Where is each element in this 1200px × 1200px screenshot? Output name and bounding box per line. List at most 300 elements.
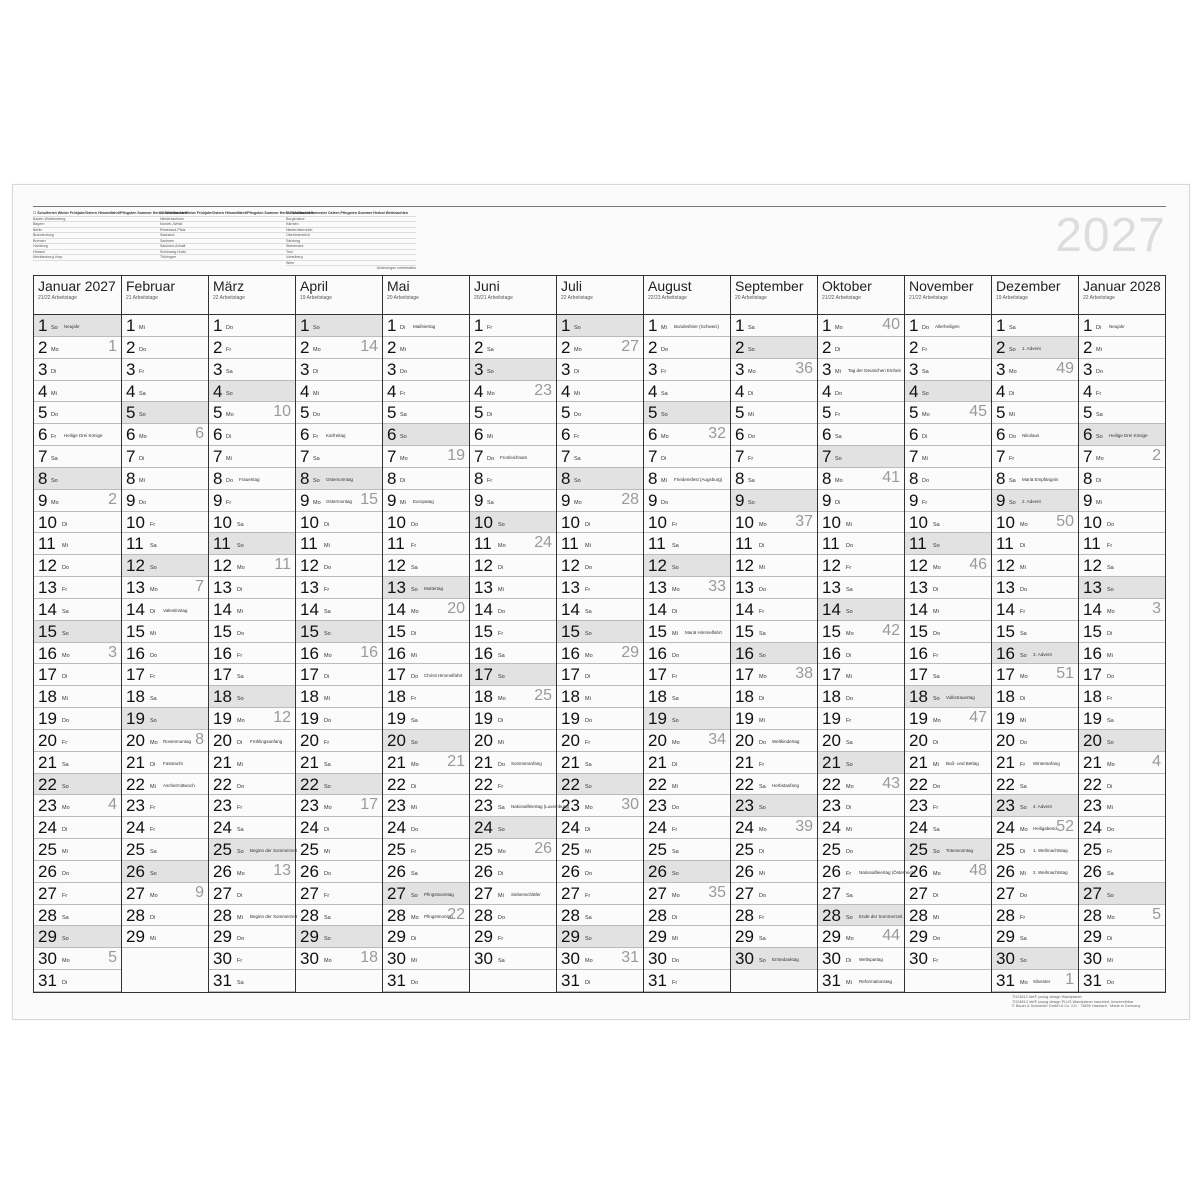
day-cell[interactable]	[470, 774, 556, 796]
day-cell[interactable]	[296, 490, 382, 512]
day-cell[interactable]	[209, 446, 295, 468]
day-cell[interactable]	[209, 621, 295, 643]
day-cell[interactable]	[731, 468, 817, 490]
day-cell[interactable]	[731, 752, 817, 774]
day-cell[interactable]	[731, 664, 817, 686]
day-cell[interactable]	[644, 424, 730, 446]
day-cell[interactable]	[557, 861, 643, 883]
day-cell[interactable]	[296, 359, 382, 381]
day-cell[interactable]	[122, 708, 208, 730]
day-cell[interactable]	[383, 315, 469, 337]
day-cell[interactable]	[383, 599, 469, 621]
day-cell[interactable]	[905, 752, 991, 774]
day-cell[interactable]	[296, 926, 382, 948]
day-cell[interactable]	[296, 817, 382, 839]
day-cell[interactable]	[557, 948, 643, 970]
day-cell[interactable]	[557, 730, 643, 752]
day-cell[interactable]	[122, 381, 208, 403]
day-cell[interactable]	[557, 795, 643, 817]
day-cell[interactable]	[470, 533, 556, 555]
day-cell[interactable]	[992, 643, 1078, 665]
day-cell[interactable]	[992, 315, 1078, 337]
day-cell[interactable]	[644, 490, 730, 512]
day-cell[interactable]	[992, 621, 1078, 643]
day-cell[interactable]	[992, 795, 1078, 817]
day-cell[interactable]	[122, 402, 208, 424]
day-cell[interactable]	[818, 577, 904, 599]
day-cell[interactable]	[383, 555, 469, 577]
day-cell[interactable]	[992, 839, 1078, 861]
day-cell[interactable]	[470, 883, 556, 905]
day-cell[interactable]	[992, 883, 1078, 905]
day-cell[interactable]	[122, 555, 208, 577]
day-cell[interactable]	[644, 948, 730, 970]
day-cell[interactable]	[731, 555, 817, 577]
day-cell[interactable]	[1079, 664, 1165, 686]
day-cell[interactable]	[383, 774, 469, 796]
day-cell[interactable]	[209, 795, 295, 817]
day-cell[interactable]	[1079, 795, 1165, 817]
day-cell[interactable]	[296, 774, 382, 796]
day-cell[interactable]	[296, 795, 382, 817]
day-cell[interactable]	[1079, 752, 1165, 774]
day-cell[interactable]	[34, 664, 121, 686]
day-cell[interactable]	[731, 424, 817, 446]
day-cell[interactable]	[34, 512, 121, 534]
day-cell[interactable]	[731, 861, 817, 883]
day-cell[interactable]	[905, 315, 991, 337]
day-cell[interactable]	[992, 948, 1078, 970]
day-cell[interactable]	[34, 555, 121, 577]
day-cell[interactable]	[296, 402, 382, 424]
day-cell[interactable]	[1079, 686, 1165, 708]
day-cell[interactable]	[296, 621, 382, 643]
day-cell[interactable]	[731, 795, 817, 817]
day-cell[interactable]	[383, 883, 469, 905]
day-cell[interactable]	[122, 861, 208, 883]
day-cell[interactable]	[122, 664, 208, 686]
day-cell[interactable]	[34, 446, 121, 468]
day-cell[interactable]	[470, 315, 556, 337]
day-cell[interactable]	[992, 490, 1078, 512]
day-cell[interactable]	[731, 512, 817, 534]
day-cell[interactable]	[1079, 381, 1165, 403]
day-cell[interactable]	[818, 533, 904, 555]
day-cell[interactable]	[383, 381, 469, 403]
day-cell[interactable]	[905, 839, 991, 861]
day-cell[interactable]	[209, 686, 295, 708]
day-cell[interactable]	[905, 730, 991, 752]
day-cell[interactable]	[209, 381, 295, 403]
day-cell[interactable]	[644, 512, 730, 534]
day-cell[interactable]	[470, 446, 556, 468]
day-cell[interactable]	[992, 337, 1078, 359]
day-cell[interactable]	[470, 359, 556, 381]
day-cell[interactable]	[296, 315, 382, 337]
day-cell[interactable]	[209, 424, 295, 446]
day-cell[interactable]	[818, 883, 904, 905]
day-cell[interactable]	[1079, 905, 1165, 927]
day-cell[interactable]	[296, 948, 382, 970]
day-cell[interactable]	[1079, 817, 1165, 839]
day-cell[interactable]	[905, 686, 991, 708]
day-cell[interactable]	[296, 577, 382, 599]
day-cell[interactable]	[209, 664, 295, 686]
day-cell[interactable]	[383, 402, 469, 424]
day-cell[interactable]	[905, 926, 991, 948]
day-cell[interactable]	[644, 905, 730, 927]
day-cell[interactable]	[731, 599, 817, 621]
day-cell[interactable]	[1079, 468, 1165, 490]
day-cell[interactable]	[731, 905, 817, 927]
day-cell[interactable]	[296, 468, 382, 490]
day-cell[interactable]	[383, 839, 469, 861]
day-cell[interactable]	[818, 817, 904, 839]
day-cell[interactable]	[644, 533, 730, 555]
day-cell[interactable]	[905, 817, 991, 839]
day-cell[interactable]	[644, 795, 730, 817]
day-cell[interactable]	[383, 664, 469, 686]
day-cell[interactable]	[992, 926, 1078, 948]
day-cell[interactable]	[209, 861, 295, 883]
day-cell[interactable]	[122, 686, 208, 708]
day-cell[interactable]	[992, 402, 1078, 424]
day-cell[interactable]	[34, 730, 121, 752]
day-cell[interactable]	[122, 839, 208, 861]
day-cell[interactable]	[470, 555, 556, 577]
day-cell[interactable]	[557, 359, 643, 381]
day-cell[interactable]	[470, 402, 556, 424]
day-cell[interactable]	[296, 708, 382, 730]
day-cell[interactable]	[122, 512, 208, 534]
day-cell[interactable]	[383, 337, 469, 359]
day-cell[interactable]	[731, 621, 817, 643]
day-cell[interactable]	[644, 402, 730, 424]
day-cell[interactable]	[34, 926, 121, 948]
day-cell[interactable]	[731, 402, 817, 424]
day-cell[interactable]	[470, 708, 556, 730]
day-cell[interactable]	[992, 686, 1078, 708]
day-cell[interactable]	[557, 337, 643, 359]
day-cell[interactable]	[905, 883, 991, 905]
day-cell[interactable]	[644, 883, 730, 905]
day-cell[interactable]	[1079, 555, 1165, 577]
day-cell[interactable]	[557, 664, 643, 686]
day-cell[interactable]	[1079, 533, 1165, 555]
day-cell[interactable]	[557, 621, 643, 643]
day-cell[interactable]	[1079, 315, 1165, 337]
day-cell[interactable]	[1079, 512, 1165, 534]
day-cell[interactable]	[557, 468, 643, 490]
day-cell[interactable]	[34, 599, 121, 621]
day-cell[interactable]	[383, 512, 469, 534]
day-cell[interactable]	[122, 337, 208, 359]
day-cell[interactable]	[296, 446, 382, 468]
day-cell[interactable]	[992, 533, 1078, 555]
day-cell[interactable]	[557, 512, 643, 534]
day-cell[interactable]	[644, 337, 730, 359]
day-cell[interactable]	[818, 599, 904, 621]
day-cell[interactable]	[296, 730, 382, 752]
day-cell[interactable]	[470, 795, 570, 817]
day-cell[interactable]	[557, 708, 643, 730]
day-cell[interactable]	[209, 533, 295, 555]
day-cell[interactable]	[296, 664, 382, 686]
day-cell[interactable]	[122, 795, 208, 817]
day-cell[interactable]	[905, 402, 991, 424]
day-cell[interactable]	[1079, 402, 1165, 424]
day-cell[interactable]	[34, 359, 121, 381]
day-cell[interactable]	[122, 599, 208, 621]
day-cell[interactable]	[296, 686, 382, 708]
day-cell[interactable]	[818, 905, 904, 927]
day-cell[interactable]	[731, 381, 817, 403]
day-cell[interactable]	[1079, 424, 1165, 446]
day-cell[interactable]	[644, 381, 730, 403]
day-cell[interactable]	[557, 926, 643, 948]
day-cell[interactable]	[731, 686, 817, 708]
day-cell[interactable]	[992, 555, 1078, 577]
day-cell[interactable]	[905, 708, 991, 730]
day-cell[interactable]	[209, 555, 295, 577]
day-cell[interactable]	[383, 752, 469, 774]
day-cell[interactable]	[34, 970, 121, 992]
day-cell[interactable]	[557, 883, 643, 905]
day-cell[interactable]	[209, 774, 295, 796]
day-cell[interactable]	[383, 795, 469, 817]
day-cell[interactable]	[731, 533, 817, 555]
day-cell[interactable]	[644, 359, 730, 381]
day-cell[interactable]	[992, 905, 1078, 927]
day-cell[interactable]	[209, 468, 295, 490]
day-cell[interactable]	[296, 883, 382, 905]
day-cell[interactable]	[122, 730, 208, 752]
day-cell[interactable]	[34, 424, 121, 446]
day-cell[interactable]	[644, 621, 730, 643]
day-cell[interactable]	[34, 468, 121, 490]
day-cell[interactable]	[905, 424, 991, 446]
day-cell[interactable]	[34, 490, 121, 512]
day-cell[interactable]	[644, 817, 730, 839]
day-cell[interactable]	[122, 643, 208, 665]
day-cell[interactable]	[209, 817, 295, 839]
day-cell[interactable]	[557, 686, 643, 708]
day-cell[interactable]	[905, 774, 991, 796]
day-cell[interactable]	[209, 599, 295, 621]
day-cell[interactable]	[470, 686, 556, 708]
day-cell[interactable]	[557, 533, 643, 555]
day-cell[interactable]	[1079, 577, 1165, 599]
day-cell[interactable]	[731, 883, 817, 905]
day-cell[interactable]	[383, 446, 469, 468]
day-cell[interactable]	[209, 730, 295, 752]
day-cell[interactable]	[209, 337, 295, 359]
day-cell[interactable]	[209, 708, 295, 730]
day-cell[interactable]	[992, 817, 1078, 839]
day-cell[interactable]	[731, 359, 817, 381]
day-cell[interactable]	[818, 337, 904, 359]
day-cell[interactable]	[296, 643, 382, 665]
day-cell[interactable]	[992, 774, 1078, 796]
day-cell[interactable]	[818, 381, 904, 403]
day-cell[interactable]	[296, 555, 382, 577]
day-cell[interactable]	[122, 577, 208, 599]
day-cell[interactable]	[905, 533, 991, 555]
day-cell[interactable]	[644, 315, 730, 337]
day-cell[interactable]	[818, 424, 904, 446]
day-cell[interactable]	[818, 839, 904, 861]
day-cell[interactable]	[644, 686, 730, 708]
day-cell[interactable]	[818, 315, 904, 337]
day-cell[interactable]	[383, 905, 469, 927]
day-cell[interactable]	[296, 839, 382, 861]
day-cell[interactable]	[296, 861, 382, 883]
day-cell[interactable]	[905, 795, 991, 817]
day-cell[interactable]	[383, 926, 469, 948]
day-cell[interactable]	[644, 468, 730, 490]
day-cell[interactable]	[644, 643, 730, 665]
day-cell[interactable]	[383, 533, 469, 555]
day-cell[interactable]	[122, 817, 208, 839]
day-cell[interactable]	[122, 926, 208, 948]
day-cell[interactable]	[383, 359, 469, 381]
day-cell[interactable]	[209, 839, 298, 861]
day-cell[interactable]	[905, 512, 991, 534]
day-cell[interactable]	[818, 752, 904, 774]
day-cell[interactable]	[470, 664, 556, 686]
day-cell[interactable]	[818, 555, 904, 577]
day-cell[interactable]	[818, 708, 904, 730]
day-cell[interactable]	[1079, 490, 1165, 512]
day-cell[interactable]	[383, 424, 469, 446]
day-cell[interactable]	[905, 577, 991, 599]
day-cell[interactable]	[470, 490, 556, 512]
day-cell[interactable]	[470, 424, 556, 446]
day-cell[interactable]	[557, 577, 643, 599]
day-cell[interactable]	[296, 752, 382, 774]
day-cell[interactable]	[644, 970, 730, 992]
day-cell[interactable]	[644, 861, 730, 883]
day-cell[interactable]	[122, 621, 208, 643]
day-cell[interactable]	[122, 424, 208, 446]
day-cell[interactable]	[905, 381, 991, 403]
day-cell[interactable]	[1079, 839, 1165, 861]
day-cell[interactable]	[644, 730, 730, 752]
day-cell[interactable]	[731, 490, 817, 512]
day-cell[interactable]	[209, 948, 295, 970]
day-cell[interactable]	[1079, 774, 1165, 796]
day-cell[interactable]	[470, 643, 556, 665]
day-cell[interactable]	[34, 686, 121, 708]
day-cell[interactable]	[557, 839, 643, 861]
day-cell[interactable]	[383, 817, 469, 839]
day-cell[interactable]	[731, 577, 817, 599]
day-cell[interactable]	[818, 446, 904, 468]
day-cell[interactable]	[209, 926, 295, 948]
day-cell[interactable]	[122, 359, 208, 381]
day-cell[interactable]	[1079, 708, 1165, 730]
day-cell[interactable]	[34, 708, 121, 730]
day-cell[interactable]	[1079, 948, 1165, 970]
day-cell[interactable]	[34, 577, 121, 599]
day-cell[interactable]	[34, 839, 121, 861]
day-cell[interactable]	[34, 643, 121, 665]
day-cell[interactable]	[34, 795, 121, 817]
day-cell[interactable]	[992, 730, 1078, 752]
day-cell[interactable]	[992, 577, 1078, 599]
day-cell[interactable]	[818, 490, 904, 512]
day-cell[interactable]	[818, 926, 904, 948]
day-cell[interactable]	[34, 774, 121, 796]
day-cell[interactable]	[383, 577, 469, 599]
day-cell[interactable]	[209, 905, 298, 927]
day-cell[interactable]	[992, 599, 1078, 621]
day-cell[interactable]	[470, 861, 556, 883]
day-cell[interactable]	[992, 446, 1078, 468]
day-cell[interactable]	[34, 948, 121, 970]
day-cell[interactable]	[731, 817, 817, 839]
day-cell[interactable]	[818, 795, 904, 817]
day-cell[interactable]	[992, 381, 1078, 403]
day-cell[interactable]	[34, 337, 121, 359]
day-cell[interactable]	[296, 337, 382, 359]
day-cell[interactable]	[470, 468, 556, 490]
day-cell[interactable]	[644, 752, 730, 774]
day-cell[interactable]	[383, 730, 469, 752]
day-cell[interactable]	[122, 752, 208, 774]
day-cell[interactable]	[1079, 446, 1165, 468]
day-cell[interactable]	[731, 708, 817, 730]
day-cell[interactable]	[818, 643, 904, 665]
day-cell[interactable]	[731, 926, 817, 948]
day-cell[interactable]	[1079, 337, 1165, 359]
day-cell[interactable]	[296, 512, 382, 534]
day-cell[interactable]	[470, 381, 556, 403]
day-cell[interactable]	[992, 708, 1078, 730]
day-cell[interactable]	[818, 970, 904, 992]
day-cell[interactable]	[34, 905, 121, 927]
day-cell[interactable]	[1079, 861, 1165, 883]
day-cell[interactable]	[905, 555, 991, 577]
day-cell[interactable]	[383, 970, 469, 992]
day-cell[interactable]	[34, 752, 121, 774]
day-cell[interactable]	[557, 424, 643, 446]
day-cell[interactable]	[905, 621, 991, 643]
day-cell[interactable]	[818, 468, 904, 490]
day-cell[interactable]	[731, 839, 817, 861]
day-cell[interactable]	[992, 861, 1078, 883]
day-cell[interactable]	[209, 402, 295, 424]
day-cell[interactable]	[34, 883, 121, 905]
day-cell[interactable]	[34, 402, 121, 424]
day-cell[interactable]	[818, 774, 904, 796]
day-cell[interactable]	[557, 315, 643, 337]
day-cell[interactable]	[1079, 730, 1165, 752]
day-cell[interactable]	[818, 948, 904, 970]
day-cell[interactable]	[470, 730, 556, 752]
day-cell[interactable]	[557, 381, 643, 403]
day-cell[interactable]	[731, 337, 817, 359]
day-cell[interactable]	[557, 599, 643, 621]
day-cell[interactable]	[644, 708, 730, 730]
day-cell[interactable]	[122, 490, 208, 512]
day-cell[interactable]	[557, 555, 643, 577]
day-cell[interactable]	[644, 555, 730, 577]
day-cell[interactable]	[209, 577, 295, 599]
day-cell[interactable]	[209, 359, 295, 381]
day-cell[interactable]	[122, 774, 208, 796]
day-cell[interactable]	[731, 315, 817, 337]
